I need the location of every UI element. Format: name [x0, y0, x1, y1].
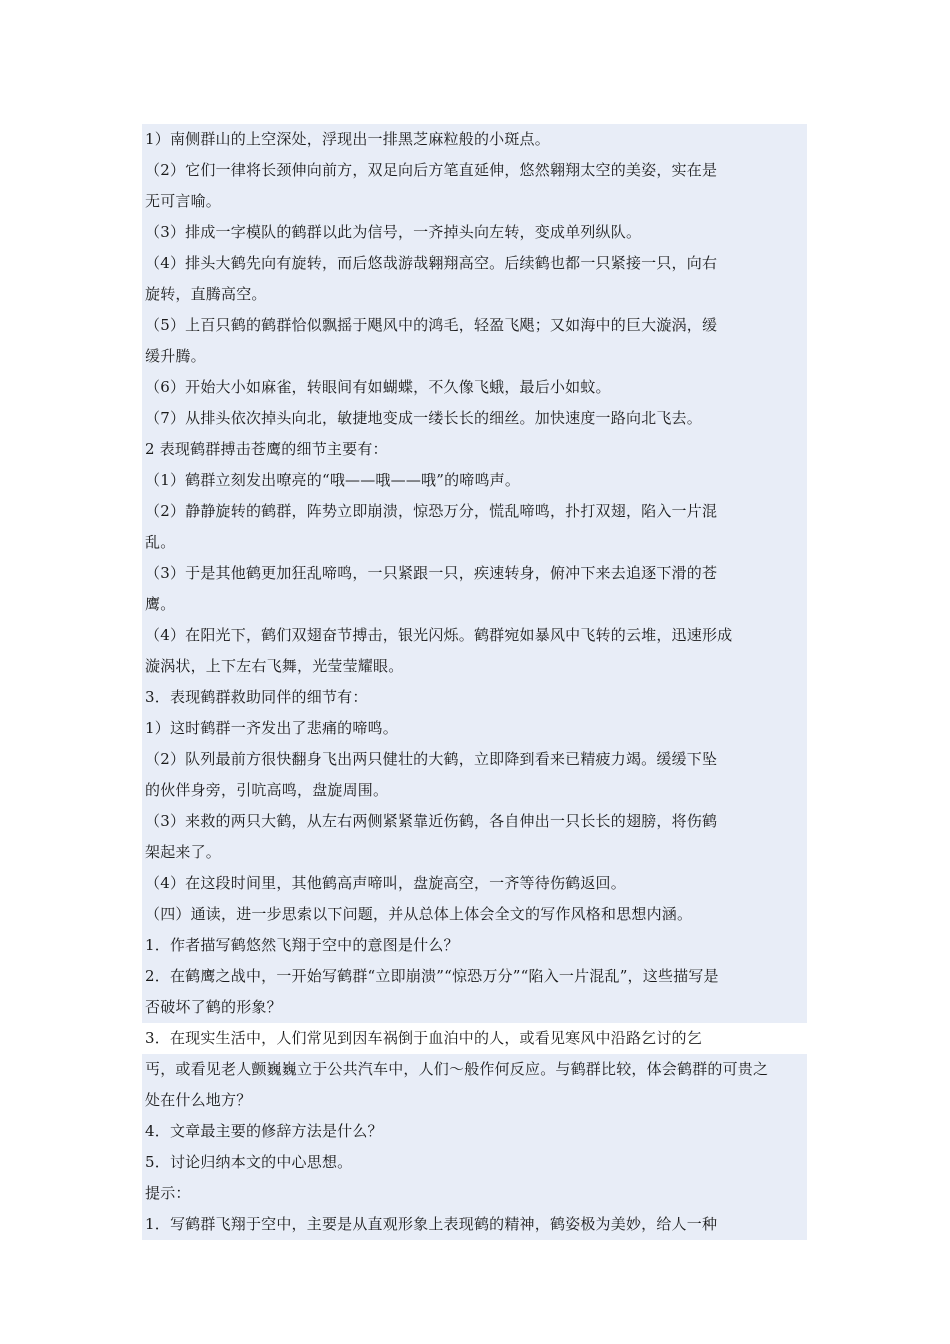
text-line: 1）南侧群山的上空深处，浮现出一排黑芝麻粒般的小斑点。 — [142, 124, 807, 155]
text-line: 3．在现实生活中，人们常见到因车祸倒于血泊中的人，或看见寒风中沿路乞讨的乞 — [145, 1029, 702, 1047]
text-line: 1）这时鹤群一齐发出了悲痛的啼鸣。 — [142, 713, 807, 744]
text-line: （3）来救的两只大鹤，从左右两侧紧紧靠近伤鹤，各自伸出一只长长的翅膀，将伤鹤 — [142, 806, 807, 837]
text-line: （1）鹤群立刻发出嘹亮的“哦——哦——哦”的啼鸣声。 — [142, 465, 807, 496]
document-body — [142, 124, 807, 1240]
text-line: 否破坏了鹤的形象？ — [142, 992, 807, 1023]
text-line: 1．作者描写鹤悠然飞翔于空中的意图是什么？ — [142, 930, 807, 961]
text-line: 5．讨论归纳本文的中心思想。 — [142, 1147, 807, 1178]
text-line: 处在什么地方？ — [142, 1085, 807, 1116]
text-line: （6）开始大小如麻雀，转眼间有如蝴蝶，不久像飞蛾，最后小如蚊。 — [142, 372, 807, 403]
text-line: 丐，或看见老人颤巍巍立于公共汽车中，人们～般作何反应。与鹤群比较，体会鹤群的可贵之 — [142, 1054, 807, 1085]
text-line: （4）在这段时间里，其他鹤高声啼叫，盘旋高空，一齐等待伤鹤返回。 — [142, 868, 807, 899]
text-line: 的伙伴身旁，引吭高鸣，盘旋周围。 — [142, 775, 807, 806]
text-line: （4）在阳光下，鹤们双翅奋节搏击，银光闪烁。鹤群宛如暴风中飞转的云堆，迅速形成 — [142, 620, 807, 651]
text-line: 2 表现鹤群搏击苍鹰的细节主要有： — [142, 434, 807, 465]
text-line: （2）它们一律将长颈伸向前方，双足向后方笔直延伸，悠然翱翔太空的美姿，实在是 — [142, 155, 807, 186]
text-line: 2．在鹤鹰之战中，一开始写鹤群“立即崩溃”“惊恐万分”“陷入一片混乱”，这些描写是 — [142, 961, 807, 992]
text-line: 乱。 — [142, 527, 807, 558]
text-line: 漩涡状，上下左右飞舞，光莹莹耀眼。 — [142, 651, 807, 682]
text-line: 3．表现鹤群救助同伴的细节有： — [142, 682, 807, 713]
text-line: 旋转，直腾高空。 — [142, 279, 807, 310]
text-line: （2）队列最前方很快翻身飞出两只健壮的大鹤，立即降到看来已精疲力竭。缓缓下坠 — [142, 744, 807, 775]
text-line: （7）从排头依次掉头向北，敏捷地变成一缕长长的细丝。加快速度一路向北飞去。 — [142, 403, 807, 434]
text-line: （3）排成一字模队的鹤群以此为信号，一齐掉头向左转，变成单列纵队。 — [142, 217, 807, 248]
text-line: 缓升腾。 — [142, 341, 807, 372]
text-line: 4．文章最主要的修辞方法是什么？ — [142, 1116, 807, 1147]
text-line: （5）上百只鹤的鹤群恰似飘摇于飓风中的鸿毛，轻盈飞飓；又如海中的巨大漩涡，缓 — [142, 310, 807, 341]
text-line: 无可言喻。 — [142, 186, 807, 217]
text-line: 1．写鹤群飞翔于空中，主要是从直观形象上表现鹤的精神，鹤姿极为美妙，给人一种 — [142, 1209, 807, 1240]
text-line: （4）排头大鹤先向有旋转，而后悠哉游哉翱翔高空。后续鹤也都一只紧接一只，向右 — [142, 248, 807, 279]
text-line: 鹰。 — [142, 589, 807, 620]
text-line: （3）于是其他鹤更加狂乱啼鸣，一只紧跟一只，疾速转身，俯冲下来去追逐下滑的苍 — [142, 558, 807, 589]
text-line: （四）通读，进一步思索以下问题，并从总体上体会全文的写作风格和思想内涵。 — [142, 899, 807, 930]
text-line: 架起来了。 — [142, 837, 807, 868]
text-line: （2）静静旋转的鹤群，阵势立即崩溃，惊恐万分，慌乱啼鸣，扑打双翅，陷入一片混 — [142, 496, 807, 527]
text-line: 提示： — [142, 1178, 807, 1209]
